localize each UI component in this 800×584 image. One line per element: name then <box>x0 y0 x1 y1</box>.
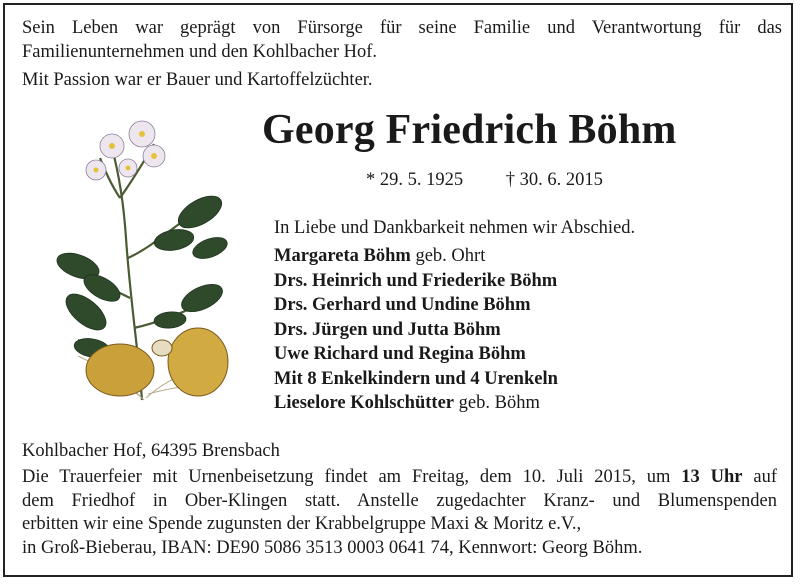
birth-date: * 29. 5. 1925 <box>366 170 464 190</box>
service-line-1 <box>22 466 777 490</box>
mourner-name: Mit 8 Enkelkindern und 4 Urenkeln <box>274 368 558 389</box>
service-text: auf <box>742 467 778 487</box>
mourner-entry <box>274 391 558 416</box>
mourner-entry <box>274 367 558 392</box>
mourner-name: Drs. Heinrich und Friederike Böhm <box>274 270 558 291</box>
intro-text <box>22 16 782 92</box>
mourner-name: Drs. Jürgen und Jutta Böhm <box>274 319 501 340</box>
mourner-entry <box>274 269 558 294</box>
farewell-line: In Liebe und Dankbarkeit nehmen wir Abschied. <box>274 218 636 238</box>
mourner-name: Lieselore Kohlschütter <box>274 393 455 413</box>
potato-plant-illustration <box>50 108 240 408</box>
service-text: Die Trauerfeier mit Urnenbeisetzung findet am Freitag, dem 10. Juli 2015, um <box>22 467 682 487</box>
mourner-entry <box>274 342 558 367</box>
mourner-entry <box>274 293 558 318</box>
service-line-2: dem Friedhof in Ober-Klingen statt. Anstelle zugedachter Kranz- und Blumenspenden <box>22 490 777 511</box>
service-line-3: erbitten wir eine Spende zugunsten der Krabbelgruppe Maxi & Moritz e.V., <box>22 514 582 534</box>
service-info <box>22 466 777 560</box>
mourner-entry <box>274 318 558 343</box>
deceased-name: Georg Friedrich Böhm <box>262 107 677 153</box>
life-dates <box>366 170 603 191</box>
intro-paragraph-1: Sein Leben war geprägt von Fürsorge für seine Familie und Verantwortung für das Familienunternehmen und den Kohlbacher Hof. <box>22 18 782 62</box>
service-line-4: in Groß-Bieberau, IBAN: DE90 5086 3513 0003 0641 74, Kennwort: Georg Böhm. <box>22 537 643 558</box>
death-date: † 30. 6. 2015 <box>505 170 603 190</box>
mourner-name: Uwe Richard und Regina Böhm <box>274 344 526 364</box>
mourners-list <box>274 244 558 416</box>
mourner-suffix: geb. Ohrt <box>410 246 486 266</box>
address: Kohlbacher Hof, 64395 Brensbach <box>22 441 280 461</box>
mourner-suffix: geb. Böhm <box>454 393 540 413</box>
service-time: 13 Uhr <box>681 467 743 487</box>
mourner-name: Margareta Böhm <box>274 246 411 266</box>
mourner-name: Drs. Gerhard und Undine Böhm <box>274 295 531 315</box>
mourner-entry <box>274 244 558 269</box>
intro-paragraph-2: Mit Passion war er Bauer und Kartoffelzüchter. <box>22 70 373 90</box>
